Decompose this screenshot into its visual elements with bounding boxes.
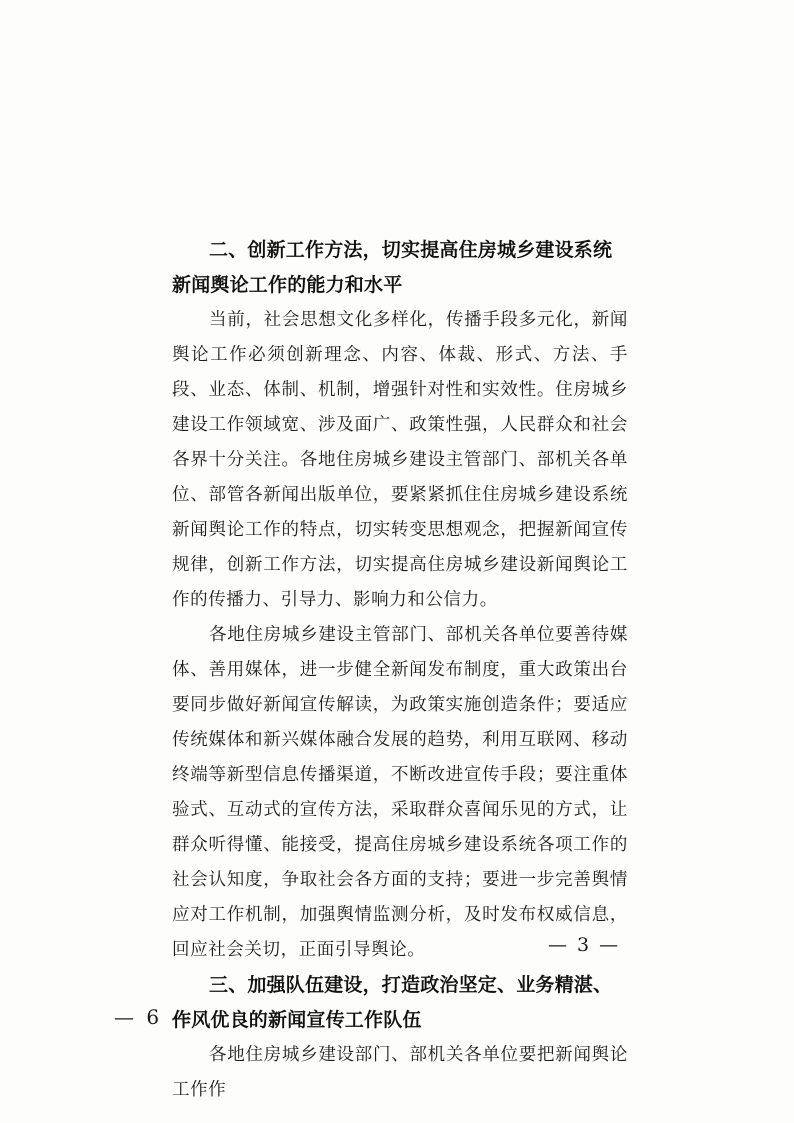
document-body xyxy=(172,233,628,1108)
section-heading-2: 二、创新工作方法，切实提高住房城乡建设系统新闻舆论工作的能力和水平 xyxy=(172,239,613,296)
body-paragraph-2: 各地住房城乡建设主管部门、部机关各单位要善待媒体、善用媒体，进一步健全新闻发布制度，重大政策出台要同步做好新闻宣传解读，为政策实施创造条件；要适应传统媒体和新兴媒体融合发展的趋势，利用互联网、移动终端等新型信息传播渠道，不断改进宣传手段；要注重体验式、互动式的宣传方法，采取群众喜闻乐见的方式，让群众听得懂、能接受，提高住房城乡建设系统各项工作的社会认知度，争取社会各方面的支持；要进一步完善舆情应对工作机制，加强舆情监测分析，及时发布权威信息，回应社会关切，正面引导舆论。 xyxy=(172,625,628,960)
section-heading-3: 三、加强队伍建设，打造政治坚定、业务精湛、作风优良的新闻宣传工作队伍 xyxy=(172,974,613,1031)
inner-page-number: — 3 — xyxy=(548,934,621,956)
body-paragraph-3: 各地住房城乡建设部门、部机关各单位要把新闻舆论工作作 xyxy=(172,1045,628,1100)
outer-page-number: — 6 — xyxy=(114,1005,195,1029)
body-paragraph-1: 当前，社会思想文化多样化，传播手段多元化，新闻舆论工作必须创新理念、内容、体裁、形式、方法、手段、业态、体制、机制，增强针对性和实效性。住房城乡建设工作领域宽、涉及面广、政策性强，人民群众和社会各界十分关注。各地住房城乡建设主管部门、部机关各单位、部管各新闻出版单位，要紧紧抓住住房城乡建设系统新闻舆论工作的特点，切实转变思想观念，把握新闻宣传规律，创新工作方法，切实提高住房城乡建设新闻舆论工作的传播力、引导力、影响力和公信力。 xyxy=(172,310,628,610)
